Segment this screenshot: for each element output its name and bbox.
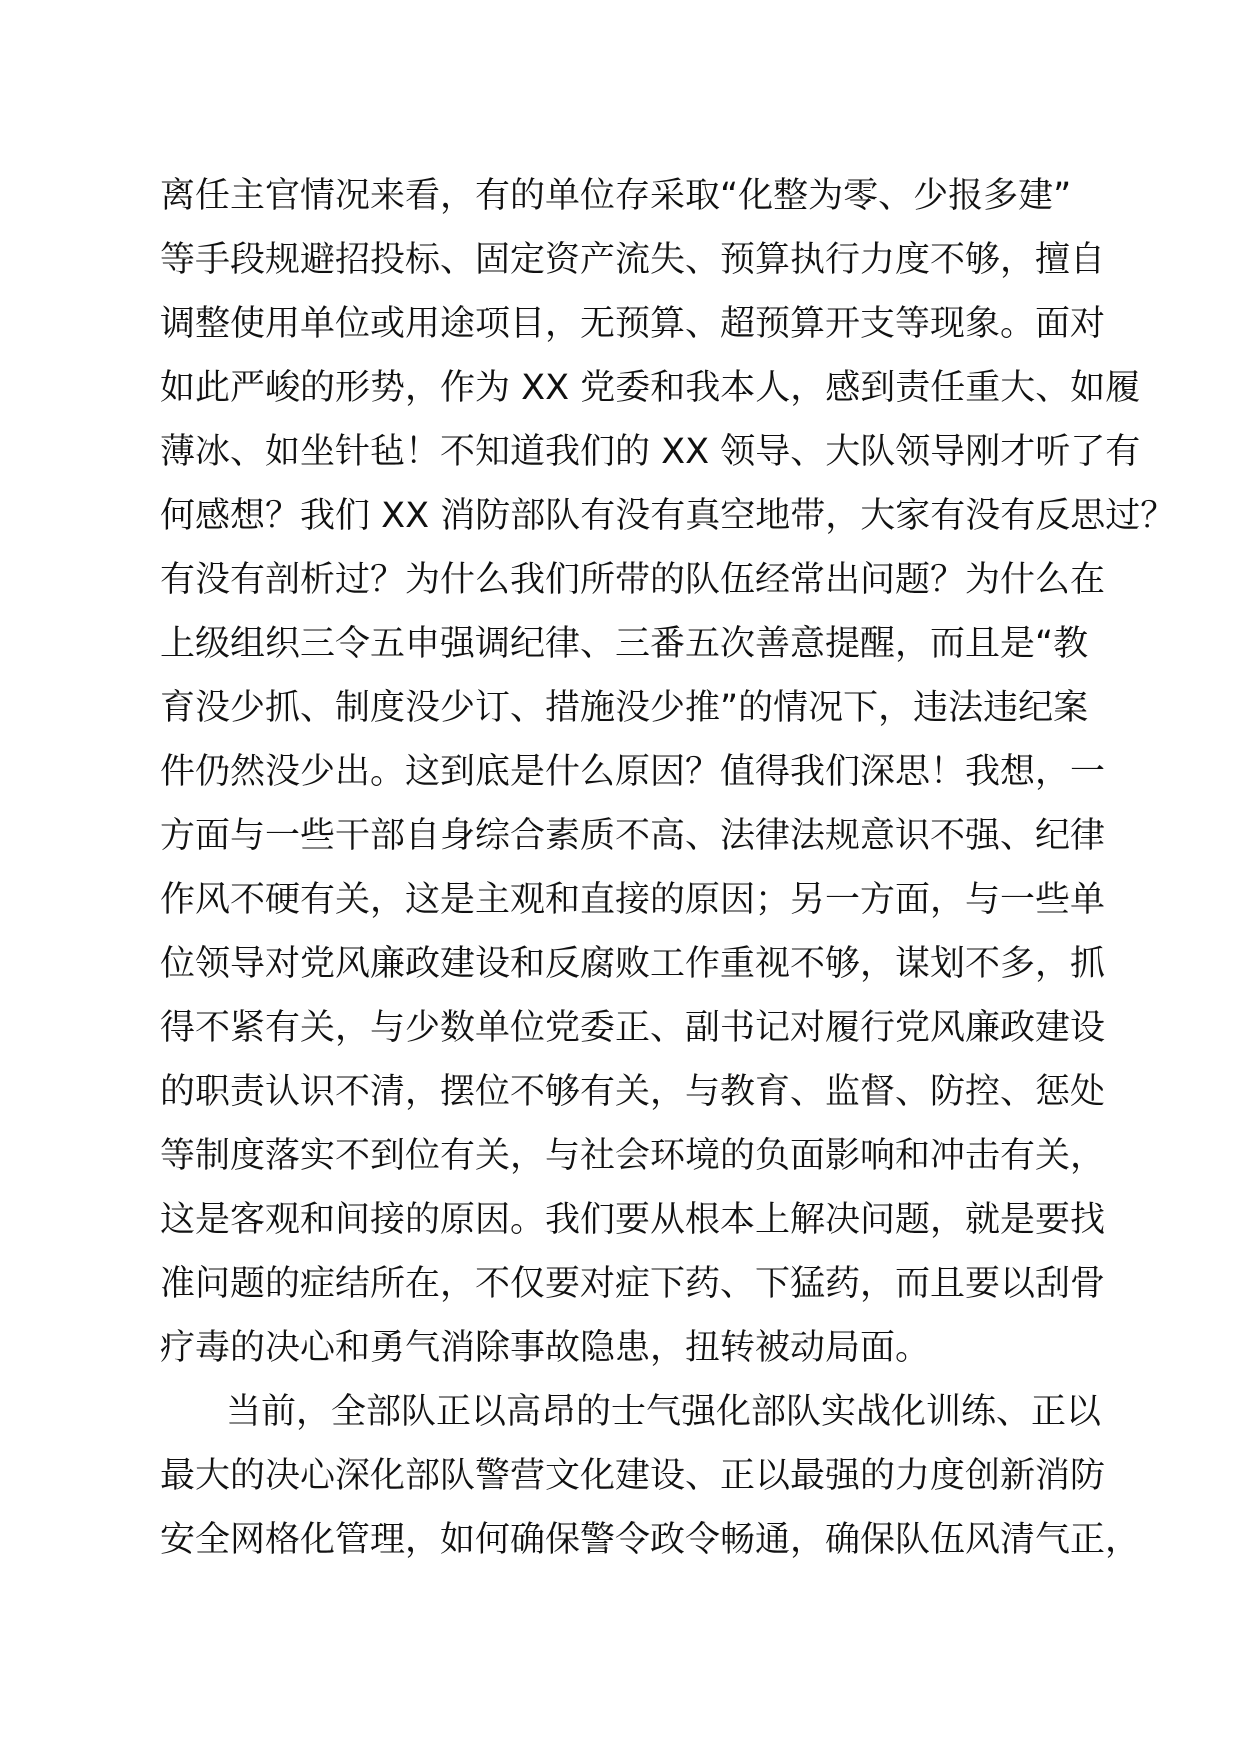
text-line: 有没有剖析过？为什么我们所带的队伍经常出问题？为什么在 (160, 560, 1106, 600)
body-text (160, 164, 1176, 1572)
text-line: 如此严峻的形势，作为 XX 党委和我本人，感到责任重大、如履 (160, 368, 1141, 408)
text-line: 件仍然没少出。这到底是什么原因？值得我们深思！我想，一 (160, 752, 1106, 792)
text-line: 疗毒的决心和勇气消除事故隐患，扭转被动局面。 (160, 1328, 931, 1368)
text-line: 调整使用单位或用途项目，无预算、超预算开支等现象。面对 (160, 304, 1106, 344)
text-line: 作风不硬有关，这是主观和直接的原因；另一方面，与一些单 (160, 880, 1106, 920)
text-line: 准问题的症结所在，不仅要对症下药、下猛药，而且要以刮骨 (160, 1264, 1106, 1304)
text-line: 安全网格化管理，如何确保警令政令畅通，确保队伍风清气正， (160, 1520, 1141, 1560)
text-line: 位领导对党风廉政建设和反腐败工作重视不够，谋划不多，抓 (160, 944, 1106, 984)
text-line: 育没少抓、制度没少订、措施没少推”的情况下，违法违纪案 (160, 688, 1089, 728)
text-line: 上级组织三令五申强调纪律、三番五次善意提醒，而且是“教 (160, 624, 1089, 664)
text-line: 等制度落实不到位有关，与社会环境的负面影响和冲击有关， (160, 1136, 1106, 1176)
text-line: 的职责认识不清，摆位不够有关，与教育、监督、防控、惩处 (160, 1072, 1106, 1112)
paragraph-first-line: 当前，全部队正以高昂的士气强化部队实战化训练、正以 (226, 1392, 1102, 1432)
text-line: 这是客观和间接的原因。我们要从根本上解决问题，就是要找 (160, 1200, 1106, 1240)
text-line: 离任主官情况来看，有的单位存采取“化整为零、少报多建” (160, 176, 1072, 216)
text-line: 得不紧有关，与少数单位党委正、副书记对履行党风廉政建设 (160, 1008, 1106, 1048)
text-line: 何感想？我们 XX 消防部队有没有真空地带，大家有没有反思过？ (160, 496, 1176, 536)
text-line: 薄冰、如坐针毡！不知道我们的 XX 领导、大队领导刚才听了有 (160, 432, 1141, 472)
text-line: 等手段规避招投标、固定资产流失、预算执行力度不够，擅自 (160, 240, 1106, 280)
text-line: 方面与一些干部自身综合素质不高、法律法规意识不强、纪律 (160, 816, 1106, 856)
text-line: 最大的决心深化部队警营文化建设、正以最强的力度创新消防 (160, 1456, 1106, 1496)
